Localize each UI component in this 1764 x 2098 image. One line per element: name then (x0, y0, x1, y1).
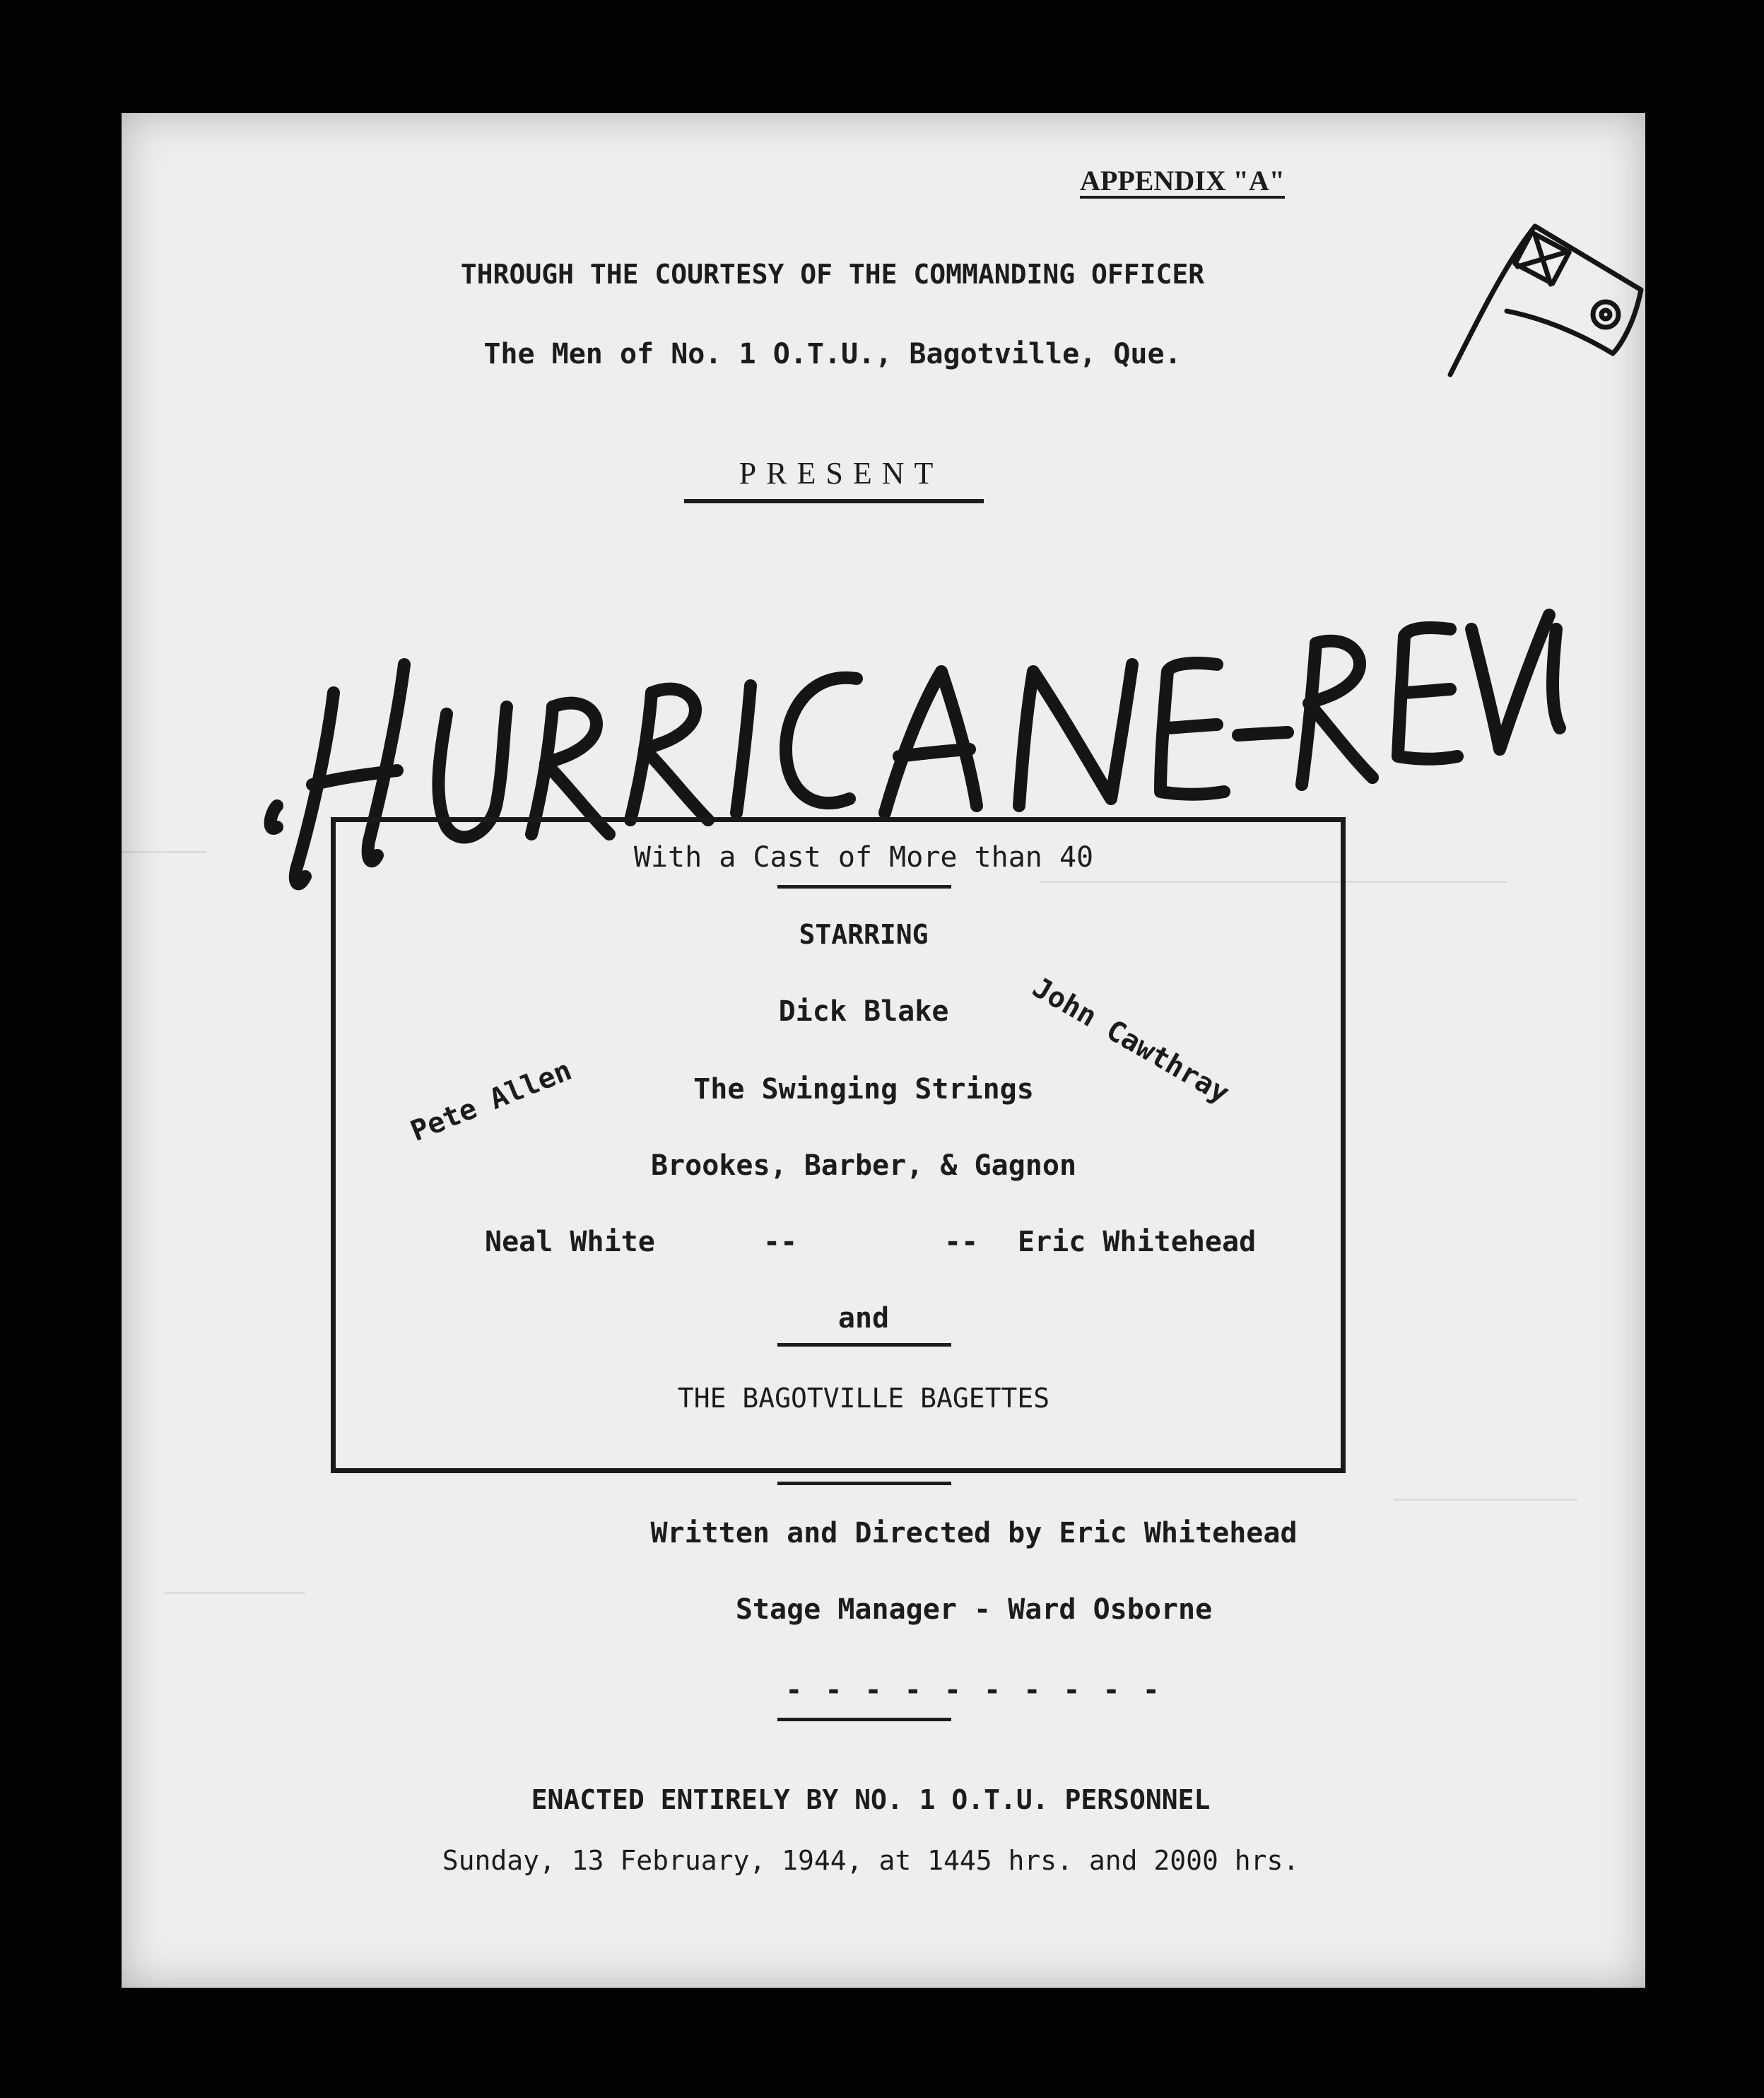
courtesy-line: THROUGH THE COURTESY OF THE COMMANDING OFFICER (460, 259, 1205, 290)
stamped-name-john-cawthray: John Cawthray (1027, 971, 1235, 1110)
enacted-line: ENACTED ENTIRELY BY NO. 1 O.T.U. PERSONNEL (531, 1784, 1211, 1815)
box-bottom-rule (777, 1482, 951, 1485)
performer-trio: Brookes, Barber, & Gagnon (650, 1149, 1077, 1182)
appendix-label: APPENDIX "A" (1080, 165, 1285, 197)
present-heading: PRESENT (739, 456, 943, 491)
bleed-through-line (1394, 1499, 1577, 1501)
performance-date-line: Sunday, 13 February, 1944, at 1445 hrs. and 2000 hrs. (442, 1845, 1300, 1876)
stage-manager-credit: Stage Manager - Ward Osborne (735, 1593, 1213, 1626)
bleed-through-line (164, 1592, 305, 1594)
dash-separator: - - - - - - - - - - (785, 1674, 1163, 1706)
separator-right: -- (944, 1226, 979, 1258)
cast-size-line: With a Cast of More than 40 (633, 841, 1094, 874)
performer-dick-blake: Dick Blake (778, 995, 949, 1028)
performer-bagettes: THE BAGOTVILLE BAGETTES (677, 1383, 1050, 1414)
cast-underline (777, 885, 951, 889)
written-directed-credit: Written and Directed by Eric Whitehead (650, 1517, 1298, 1549)
performer-neal-white: Neal White (485, 1226, 655, 1258)
document-page (122, 113, 1645, 1988)
starring-heading: STARRING (799, 919, 929, 950)
cast-box (331, 817, 1346, 1473)
performer-swinging-strings: The Swinging Strings (693, 1073, 1034, 1106)
dash-underline (777, 1718, 951, 1721)
flag-doodle-icon (1436, 212, 1648, 396)
and-connector: and (837, 1302, 890, 1335)
men-of-otu-line: The Men of No. 1 O.T.U., Bagotville, Que. (483, 338, 1182, 370)
stamped-name-pete-allen: Pete Allen (406, 1054, 577, 1148)
performer-eric-whitehead: Eric Whitehead (1018, 1226, 1257, 1258)
separator-left: -- (763, 1226, 798, 1258)
and-underline (777, 1343, 951, 1347)
